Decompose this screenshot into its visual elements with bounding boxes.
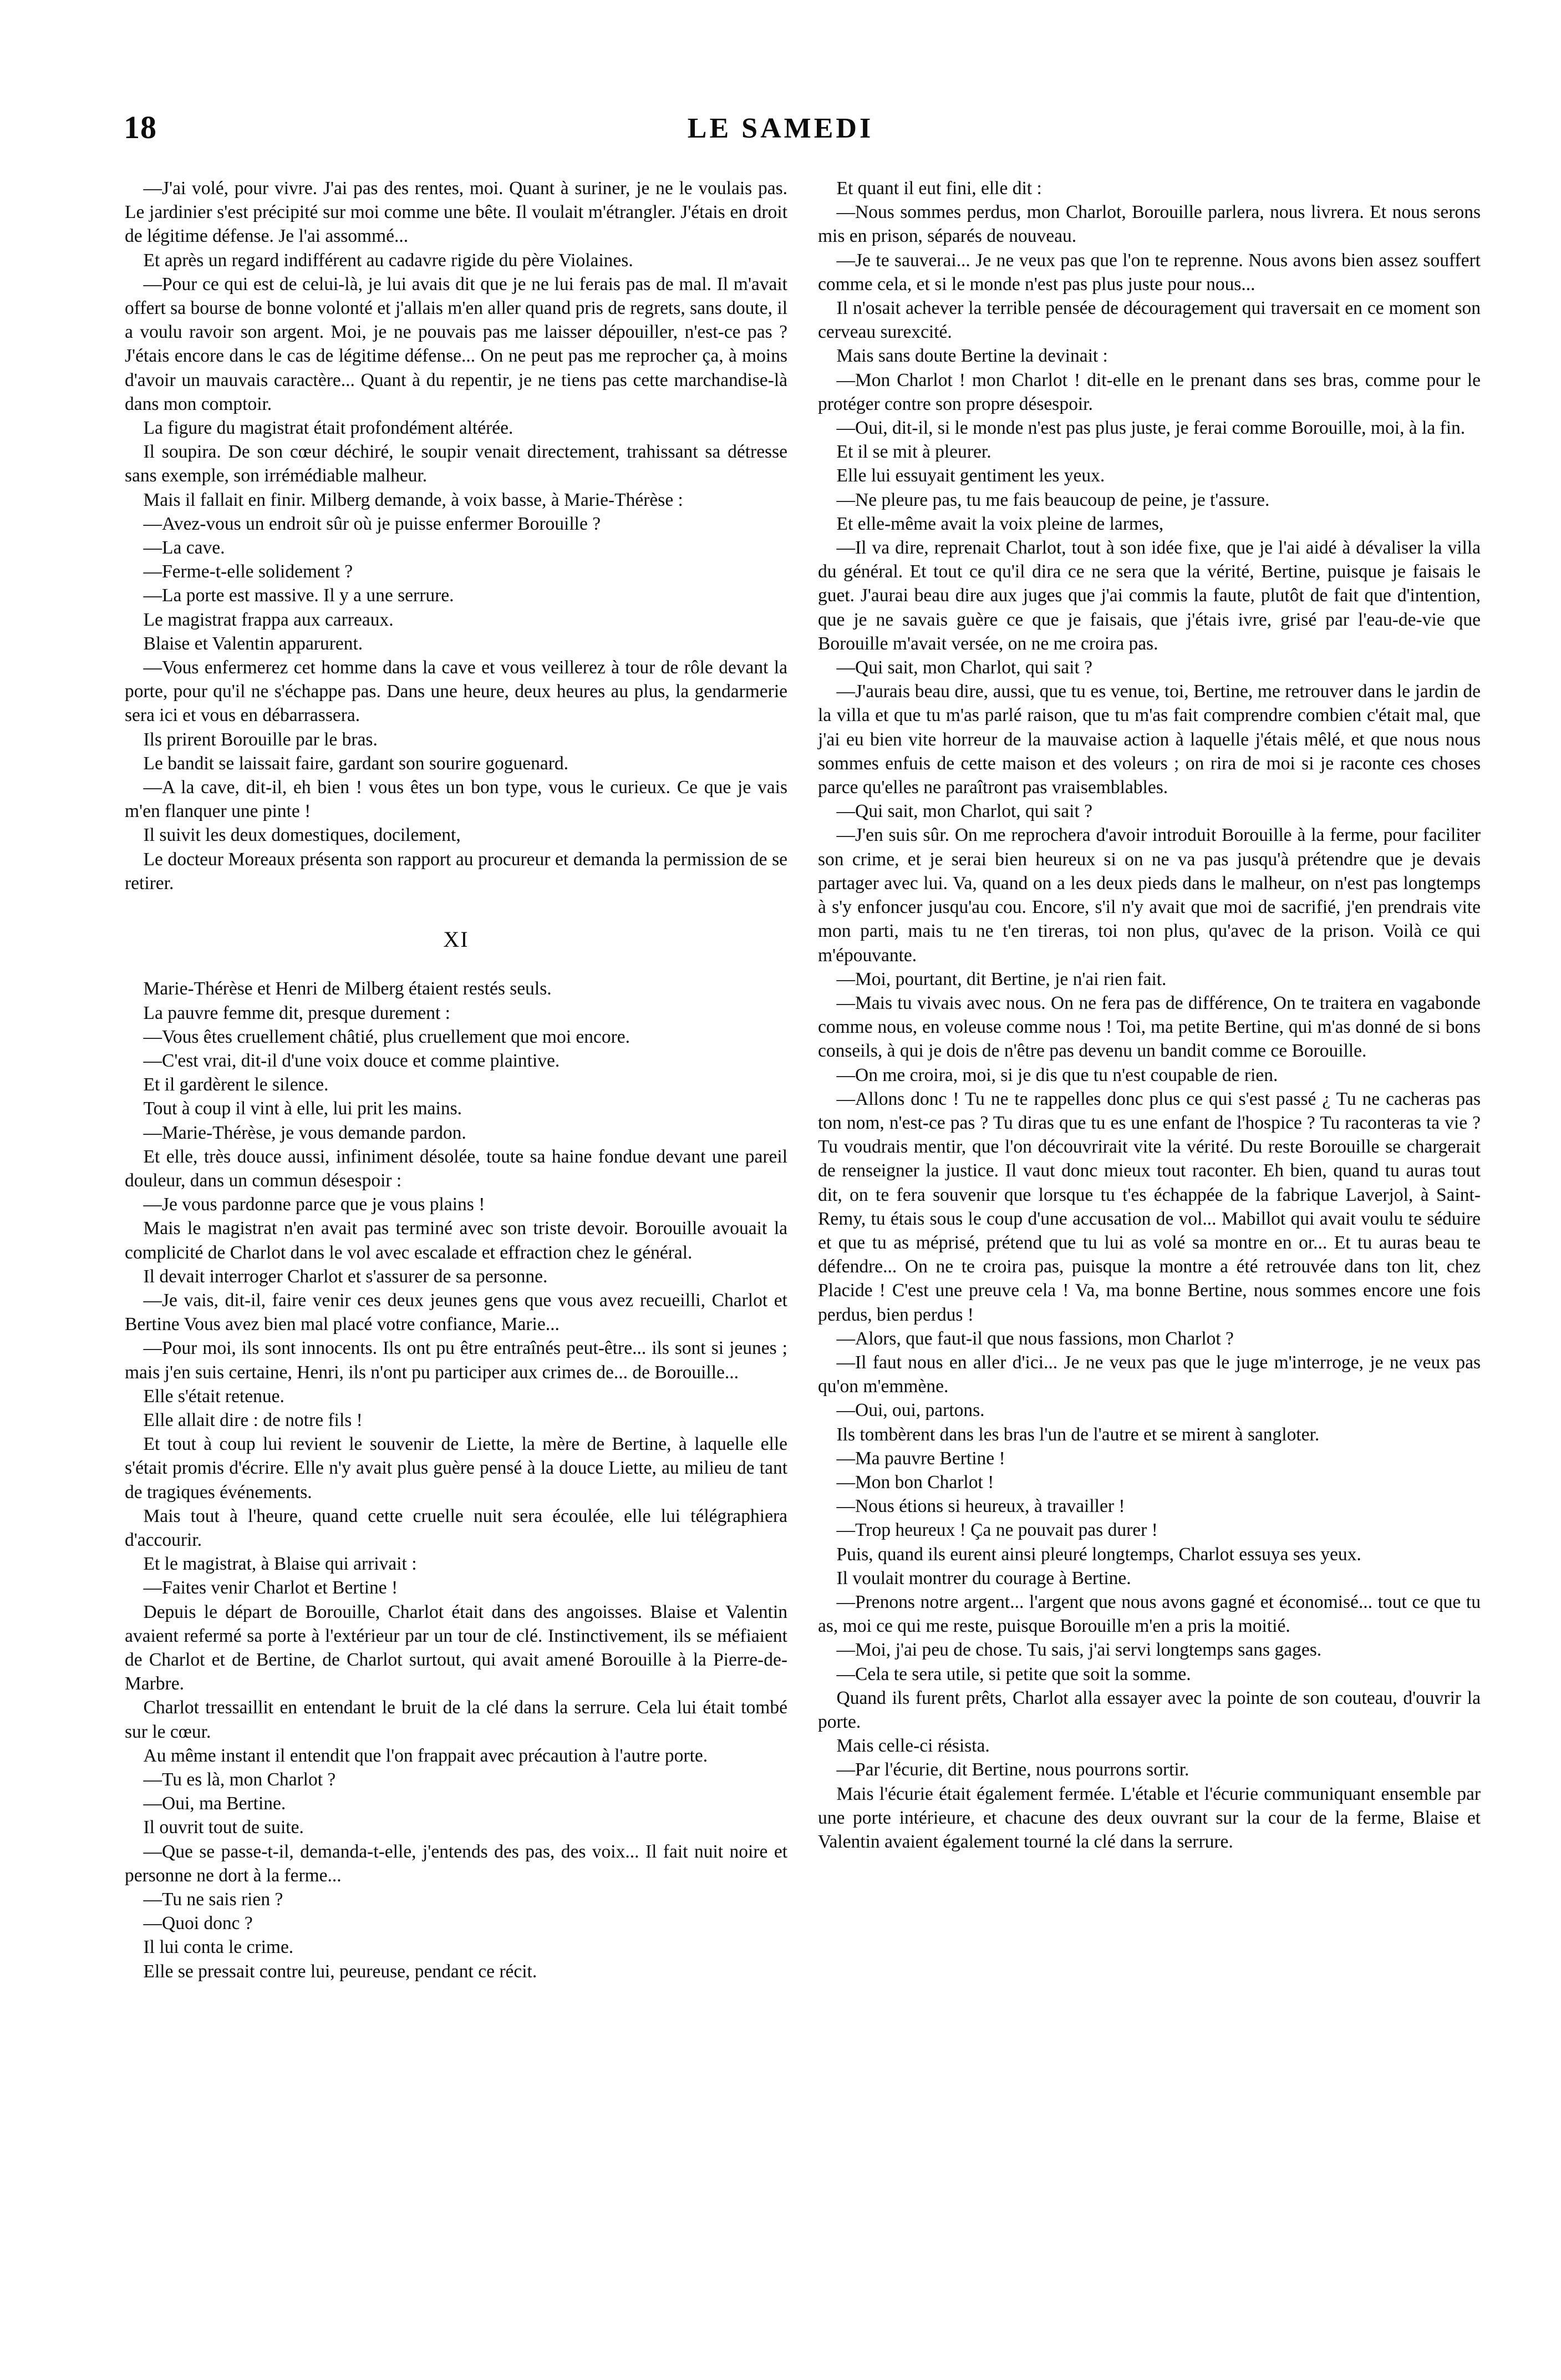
paragraph: Quand ils furent prêts, Charlot alla essayer avec la pointe de son couteau, d'ouvrir la porte.	[818, 1687, 1481, 1732]
paragraph: —Allons donc ! Tu ne te rappelles donc plus ce qui s'est passé ¿ Tu ne cacheras pas ton nom, n'est-ce pas ? Tu diras que tu es une enfant de l'hospice ? Tu raconteras ta vie ? Tu voudrais mentir, que l'on découvrirait vite la vérité. Du reste Borouille se chargerait de renseigner la justice. Il vaut donc mieux tout raconter. Eh bien, quand tu auras tout dit, on te fera souvenir que lorsque tu t'es échappée de la fabrique Laverjol, à Saint-Remy, tu étais sous le coup d'une accusation de vol... Mabillot qui avait voulu te séduire et que tu as méprisé, prétend que tu lui as volé sa montre en or... Et tu auras beau te défendre... On ne te croira pas, puisque la montre a été retrouvée dans ton lit, chez Placide ! C'est une preuve cela ! Va, ma bonne Bertine, nous sommes encore une fois perdus, bien perdus !	[818, 1088, 1481, 1325]
paragraph: Le bandit se laissait faire, gardant son sourire goguenard.	[143, 753, 569, 774]
paragraph: Le magistrat frappa aux carreaux.	[143, 609, 394, 630]
paragraph: —Prenons notre argent... l'argent que nous avons gagné et économisé... tout ce que tu as, moi ce qui me reste, puisque Borouille m'en a pris la moitié.	[818, 1591, 1481, 1637]
paragraph: Ils tombèrent dans les bras l'un de l'autre et se mirent à sangloter.	[836, 1424, 1320, 1445]
paragraph: Il suivit les deux domestiques, docilement,	[143, 825, 461, 846]
paragraph: —Il va dire, reprenait Charlot, tout à son idée fixe, que je l'ai aidé à dévaliser la villa du général. Et tout ce qu'il dira ce ne sera que la vérité, Bertine, puisque je faisais le guet. J'aurai beau dire aux juges que j'ai commis la faute, plutôt de fait que d'intention, que je ne savais guère ce que je faisais, que j'étais ivre, grisé par l'eau-de-vie que Borouille m'avait versée, on ne me croira pas.	[818, 537, 1481, 654]
paragraph: Mais celle-ci résista.	[836, 1735, 990, 1757]
left-column-after-chapter	[125, 977, 787, 1983]
paragraph: —J'aurais beau dire, aussi, que tu es venue, toi, Bertine, me retrouver dans le jardin de la villa et que tu m'as parlé raison, que tu m'as fait comprendre combien c'était mal, que j'ai eu bien vite horreur de la mauvaise action à laquelle j'étais mêlé, et que nous nous sommes enfuis de cette maison et des voleurs ; on rira de moi si je raconte ces choses parce qu'elles ne paraîtront pas vraisemblables.	[818, 681, 1481, 798]
paragraph: —Faites venir Charlot et Bertine !	[143, 1577, 398, 1598]
right-column	[818, 176, 1481, 1854]
page-number: 18	[124, 109, 157, 145]
paragraph: Elle lui essuyait gentiment les yeux.	[836, 465, 1105, 486]
paragraph: —Oui, oui, partons.	[836, 1400, 985, 1421]
paragraph: Et quant il eut fini, elle dit :	[836, 178, 1042, 199]
paragraph: Et elle-même avait la voix pleine de larmes,	[836, 513, 1164, 534]
paragraph: Charlot tressaillit en entendant le bruit de la clé dans la serrure. Cela lui était tombé sur le cœur.	[125, 1697, 787, 1742]
paragraph: —La cave.	[143, 537, 225, 559]
paragraph: —Oui, ma Bertine.	[143, 1793, 286, 1814]
paragraph: —Vous enfermerez cet homme dans la cave et vous veillerez à tour de rôle devant la porte, pour qu'il ne s'échappe pas. Dans une heure, deux heures au plus, la gendarmerie sera ici et vous en débarrassera.	[125, 657, 787, 726]
paragraph: —Qui sait, mon Charlot, qui sait ?	[836, 801, 1093, 822]
paragraph: Depuis le départ de Borouille, Charlot était dans des angoisses. Blaise et Valentin avaient refermé sa porte à l'extérieur par un tour de clé. Instinctivement, ils se méfiaient de Charlot et de Bertine, de Charlot surtout, qui avait amené Borouille à la Pierre-de-Marbre.	[125, 1601, 787, 1694]
paragraph: La figure du magistrat était profondément altérée.	[143, 418, 513, 439]
paragraph: —Qui sait, mon Charlot, qui sait ?	[836, 657, 1093, 678]
paragraph: Mais tout à l'heure, quand cette cruelle nuit sera écoulée, elle lui télégraphiera d'accourir.	[125, 1505, 787, 1550]
paragraph: —J'en suis sûr. On me reprochera d'avoir introduit Borouille à la ferme, pour faciliter son crime, et je serai bien heureux si on ne va pas jusqu'à prétendre que je devais partager avec lui. Va, quand on a les deux pieds dans le malheur, on n'est pas longtemps à s'y enfoncer jusqu'au cou. Encore, s'il n'y avait que moi de sacrifié, j'en prendrais vite mon parti, mais tu ne t'en tireras, toi non plus, qu'avec de la prison. Voilà ce qui m'épouvante.	[818, 825, 1481, 966]
paragraph: —Mais tu vivais avec nous. On ne fera pas de différence, On te traitera en vagabonde comme nous, en voleuse comme nous ! Toi, ma petite Bertine, qui m'as donné de si bons conseils, à qui je dois de n'être pas devenu un bandit comme ce Borouille.	[818, 992, 1481, 1062]
paragraph: Il devait interroger Charlot et s'assurer de sa personne.	[143, 1266, 548, 1287]
paragraph: Elle se pressait contre lui, peureuse, pendant ce récit.	[143, 1961, 537, 1982]
paragraph: Mais sans doute Bertine la devinait :	[836, 346, 1108, 367]
paragraph: La pauvre femme dit, presque durement :	[143, 1002, 450, 1023]
paragraph: Et elle, très douce aussi, infiniment désolée, toute sa haine fondue devant une pareil douleur, dans un commun désespoir :	[125, 1146, 787, 1191]
paragraph: —Je vais, dit-il, faire venir ces deux jeunes gens que vous avez recueilli, Charlot et Bertine Vous avez bien mal placé votre confiance, Marie...	[125, 1290, 787, 1335]
paragraph: —Pour ce qui est de celui-là, je lui avais dit que je ne lui ferais pas de mal. Il m'avait offert sa bourse de bonne volonté et j'allais m'en aller quand pris de regrets, sans doute, il a voulu ravoir son argent. Moi, je ne pouvais pas me laisser dépouiller, n'est-ce pas ? J'étais encore dans le cas de légitime défense... On ne peut pas me reprocher ça, à moins d'avoir un mauvais caractère... Quant à du repentir, je ne tiens pas cette marchandise-là dans mon comptoir.	[125, 273, 787, 414]
paragraph: Il voulait montrer du courage à Bertine.	[836, 1567, 1131, 1589]
paragraph: —Moi, j'ai peu de chose. Tu sais, j'ai servi longtemps sans gages.	[836, 1640, 1322, 1661]
paragraph: —Ne pleure pas, tu me fais beaucoup de peine, je t'assure.	[836, 489, 1270, 510]
paragraph: Il lui conta le crime.	[143, 1937, 294, 1958]
paragraph: Mais l'écurie était également fermée. L'étable et l'écurie communiquant ensemble par une porte intérieure, et chacune des deux ouvrant sur la cour de la ferme, Blaise et Valentin avaient également tourné la clé dans la serrure.	[818, 1783, 1481, 1853]
paragraph: Elle s'était retenue.	[143, 1386, 284, 1407]
paragraph: —Nous sommes perdus, mon Charlot, Borouille parlera, nous livrera. Et nous serons mis en prison, séparés de nouveau.	[818, 202, 1481, 247]
paragraph: —A la cave, dit-il, eh bien ! vous êtes un bon type, vous le curieux. Ce que je vais m'en flanquer une pinte !	[125, 777, 787, 822]
paragraph: —Ma pauvre Bertine !	[836, 1448, 1005, 1469]
paragraph: —Pour moi, ils sont innocents. Ils ont pu être entraînés peut-être... ils sont si jeunes ; mais j'en suis certaine, Henri, ils n'ont pu participer aux crimes de... de Borouille...	[125, 1338, 787, 1383]
paragraph: —C'est vrai, dit-il d'une voix douce et comme plaintive.	[143, 1050, 560, 1071]
paragraph: Mais il fallait en finir. Milberg demande, à voix basse, à Marie-Thérèse :	[143, 489, 683, 510]
chapter-heading: XI	[443, 927, 469, 952]
paragraph: —Ferme-t-elle solidement ?	[143, 561, 353, 582]
paragraph: —Nous étions si heureux, à travailler !	[836, 1496, 1125, 1517]
paragraph: —Mon Charlot ! mon Charlot ! dit-elle en le prenant dans ses bras, comme pour le protéger contre son propre désespoir.	[818, 369, 1481, 414]
paragraph: —Tu ne sais rien ?	[143, 1889, 283, 1910]
paragraph: —Je te sauverai... Je ne veux pas que l'on te reprenne. Nous avons bien assez souffert comme cela, et si le monde n'est pas plus juste pour nous...	[818, 250, 1481, 295]
left-column	[125, 176, 787, 1983]
paragraph: Il soupira. De son cœur déchiré, le soupir venait directement, trahissant sa détresse sans exemple, son irrémédiable malheur.	[125, 442, 787, 486]
paragraph: Au même instant il entendit que l'on frappait avec précaution à l'autre porte.	[143, 1745, 708, 1766]
running-title: LE SAMEDI	[687, 113, 874, 144]
paragraph: Le docteur Moreaux présenta son rapport au procureur et demanda la permission de se retirer.	[125, 849, 787, 894]
paragraph: Et il se mit à pleurer.	[836, 442, 991, 463]
paragraph: Elle allait dire : de notre fils !	[143, 1409, 363, 1430]
paragraph: Et il gardèrent le silence.	[143, 1074, 329, 1095]
paragraph: Et après un regard indifférent au cadavre rigide du père Violaines.	[143, 250, 633, 271]
paragraph: —J'ai volé, pour vivre. J'ai pas des rentes, moi. Quant à suriner, je ne le voulais pas. Le jardinier s'est précipité sur moi comme une bête. Il voulait m'étrangler. J'étais en droit de légitime défense. Je l'ai assommé...	[125, 178, 787, 247]
paragraph: —Quoi donc ?	[143, 1913, 253, 1934]
paragraph: —Mon bon Charlot !	[836, 1471, 994, 1493]
paragraph: —Que se passe-t-il, demanda-t-elle, j'entends des pas, des voix... Il fait nuit noire et personne ne dort à la ferme...	[125, 1841, 787, 1886]
paragraph: Puis, quand ils eurent ainsi pleuré longtemps, Charlot essuya ses yeux.	[836, 1544, 1361, 1565]
paragraph: Et tout à coup lui revient le souvenir de Liette, la mère de Bertine, à laquelle elle s'était promis d'écrire. Elle n'y avait plus guère pensé à la douce Liette, au milieu de tant de tragiques événements.	[125, 1434, 787, 1503]
paragraph: —On me croira, moi, si je dis que tu n'est coupable de rien.	[836, 1064, 1278, 1085]
paragraph: —Vous êtes cruellement châtié, plus cruellement que moi encore.	[143, 1026, 630, 1047]
paragraph: Et le magistrat, à Blaise qui arrivait :	[143, 1554, 417, 1575]
paragraph: Il ouvrit tout de suite.	[143, 1817, 304, 1838]
paragraph: —Tu es là, mon Charlot ?	[143, 1769, 336, 1790]
paragraph: Ils prirent Borouille par le bras.	[143, 729, 378, 750]
paragraph: —Alors, que faut-il que nous fassions, mon Charlot ?	[836, 1328, 1234, 1349]
paragraph: Blaise et Valentin apparurent.	[143, 633, 363, 654]
paragraph: Tout à coup il vint à elle, lui prit les mains.	[143, 1098, 462, 1119]
paragraph: —Moi, pourtant, dit Bertine, je n'ai rien fait.	[836, 968, 1167, 989]
paragraph: Il n'osait achever la terrible pensée de découragement qui traversait en ce moment son cerveau surexcité.	[818, 298, 1481, 343]
paragraph: —Trop heureux ! Ça ne pouvait pas durer !	[836, 1520, 1158, 1541]
paragraph: —Par l'écurie, dit Bertine, nous pourrons sortir.	[836, 1759, 1189, 1780]
paragraph: —La porte est massive. Il y a une serrure.	[143, 585, 454, 606]
paragraph: —Avez-vous un endroit sûr où je puisse enfermer Borouille ?	[143, 513, 601, 534]
paragraph: —Oui, dit-il, si le monde n'est pas plus juste, je ferai comme Borouille, moi, à la fin.	[836, 418, 1466, 439]
paragraph: —Marie-Thérèse, je vous demande pardon.	[143, 1122, 466, 1143]
paragraph: —Il faut nous en aller d'ici... Je ne veux pas que le juge m'interroge, je ne veux pas qu'on m'emmène.	[818, 1352, 1481, 1397]
paragraph: Mais le magistrat n'en avait pas terminé avec son triste devoir. Borouille avouait la complicité de Charlot dans le vol avec escalade et effraction chez le général.	[125, 1218, 787, 1263]
paragraph: Marie-Thérèse et Henri de Milberg étaient restés seuls.	[143, 978, 552, 999]
paragraph: —Cela te sera utile, si petite que soit la somme.	[836, 1663, 1191, 1684]
paragraph: —Je vous pardonne parce que je vous plains !	[143, 1194, 485, 1215]
left-column-before-chapter	[125, 176, 787, 895]
